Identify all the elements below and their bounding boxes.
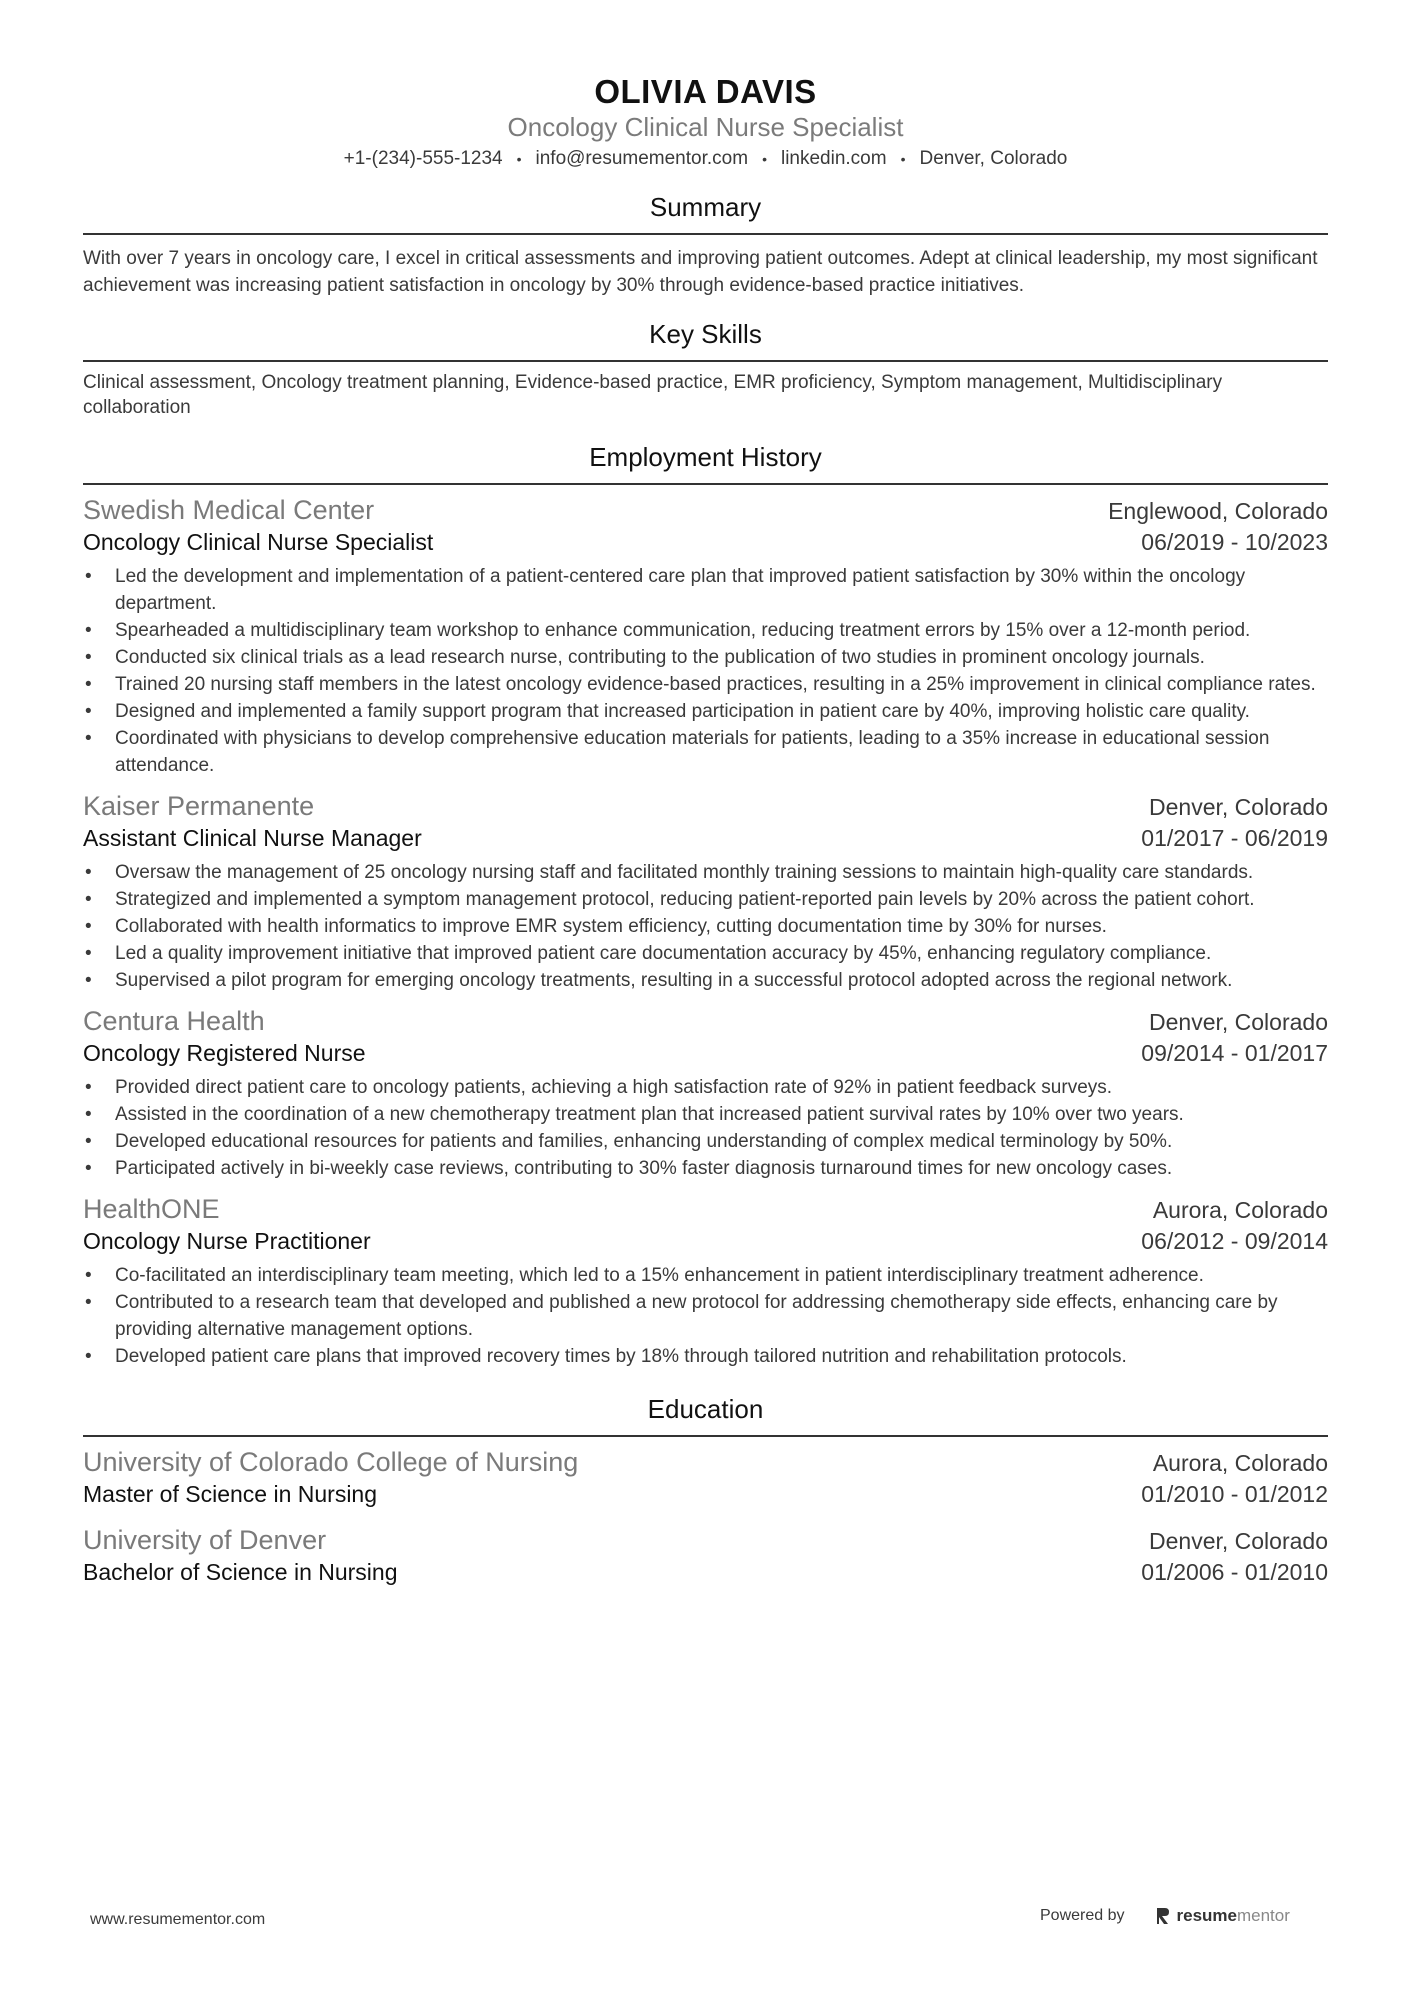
bullet-item: • Spearheaded a multidisciplinary team workshop to enhance communication, reducing treatment errors by 15% over a 12-month period.	[83, 617, 1328, 644]
school-location: Aurora, Colorado	[1152, 1450, 1328, 1477]
bullet-item: • Oversaw the management of 25 oncology nursing staff and facilitated monthly training sessions to maintain high-quality care standards.	[83, 859, 1328, 886]
section-divider	[83, 360, 1328, 362]
job-dates: 01/2017 - 06/2019	[1141, 825, 1328, 852]
section-divider	[83, 483, 1328, 485]
employer-name: HealthONE	[83, 1194, 220, 1225]
section-divider	[83, 1435, 1328, 1437]
school-name: University of Colorado College of Nursing	[83, 1447, 579, 1478]
job-dates: 06/2012 - 09/2014	[1141, 1228, 1328, 1255]
employer-name: Swedish Medical Center	[83, 495, 375, 526]
job-entry	[83, 789, 1328, 994]
bullet-item: • Led a quality improvement initiative that improved patient care documentation accuracy by 45%, enhancing regulatory compliance.	[83, 940, 1328, 967]
job-location: Aurora, Colorado	[1152, 1197, 1328, 1224]
bullet-item: • Strategized and implemented a symptom management protocol, reducing patient-reported pain levels by 20% across the patient cohort.	[83, 886, 1328, 913]
phone-number: +1-(234)-555-1234	[343, 148, 503, 170]
section-heading-employment: Employment History	[589, 442, 822, 473]
section-heading-summary: Summary	[649, 192, 762, 223]
footer-website-link[interactable]: www.resumementor.com	[90, 1911, 266, 1928]
job-entry	[83, 1192, 1328, 1370]
job-bullets	[83, 1262, 1328, 1370]
summary-section	[83, 190, 1328, 299]
employment-section	[83, 440, 1328, 1370]
job-role: Assistant Clinical Nurse Manager	[83, 825, 422, 852]
candidate-name: OLIVIA DAVIS	[594, 73, 817, 110]
education-entry	[83, 1445, 1328, 1509]
bullet-item: • Assisted in the coordination of a new chemotherapy treatment plan that increased patient survival rates by 10% over two years.	[83, 1101, 1328, 1128]
separator-dot: •	[762, 151, 767, 167]
contact-line	[83, 146, 1328, 172]
brand-logo[interactable]	[1155, 1906, 1290, 1926]
job-location: Denver, Colorado	[1149, 1009, 1328, 1036]
bullet-item: • Trained 20 nursing staff members in the latest oncology evidence-based practices, resulting in a 25% improvement in clinical compliance rates.	[83, 671, 1328, 698]
employer-name: Centura Health	[83, 1006, 265, 1037]
job-bullets	[83, 859, 1328, 994]
bullet-item: • Co-facilitated an interdisciplinary team meeting, which led to a 15% enhancement in patient interdisciplinary treatment adherence.	[83, 1262, 1328, 1289]
bullet-item: • Developed educational resources for patients and families, enhancing understanding of complex medical terminology by 50%.	[83, 1128, 1328, 1155]
skills-text: Clinical assessment, Oncology treatment planning, Evidence-based practice, EMR proficiency, Symptom management, Multidisciplinary collaboration	[83, 372, 1223, 419]
resumementor-logo-icon	[1155, 1906, 1171, 1926]
bullet-item: • Participated actively in bi-weekly case reviews, contributing to 30% faster diagnosis turnaround times for new oncology cases.	[83, 1155, 1328, 1182]
section-divider	[83, 233, 1328, 235]
job-location: Englewood, Colorado	[1108, 498, 1328, 525]
job-entry	[83, 1004, 1328, 1182]
job-bullets	[83, 563, 1328, 779]
bullet-item: • Supervised a pilot program for emerging oncology treatments, resulting in a successful protocol adopted across the regional network.	[83, 967, 1328, 994]
education-dates: 01/2006 - 01/2010	[1141, 1559, 1328, 1586]
bullet-item: • Led the development and implementation of a patient-centered care plan that improved patient satisfaction by 30% within the oncology department.	[83, 563, 1328, 617]
brand-name-bold: resume	[1176, 1906, 1237, 1925]
degree-name: Bachelor of Science in Nursing	[83, 1559, 398, 1586]
candidate-title: Oncology Clinical Nurse Specialist	[507, 112, 904, 142]
contact-location: Denver, Colorado	[919, 148, 1068, 170]
job-role: Oncology Nurse Practitioner	[83, 1228, 371, 1255]
bullet-item: • Provided direct patient care to oncology patients, achieving a high satisfaction rate of 92% in patient feedback surveys.	[83, 1074, 1328, 1101]
separator-dot: •	[516, 151, 522, 167]
school-name: University of Denver	[83, 1525, 327, 1556]
section-heading-skills: Key Skills	[649, 319, 762, 350]
job-entry	[83, 493, 1328, 779]
job-location: Denver, Colorado	[1149, 794, 1328, 821]
education-entry	[83, 1523, 1328, 1587]
skills-section	[83, 317, 1328, 420]
school-location: Denver, Colorado	[1149, 1528, 1328, 1555]
job-dates: 09/2014 - 01/2017	[1141, 1040, 1328, 1067]
employer-name: Kaiser Permanente	[83, 791, 315, 822]
bullet-item: • Contributed to a research team that developed and published a new protocol for addressing chemotherapy side effects, enhancing care by providing alternative management options.	[83, 1289, 1328, 1343]
education-section	[83, 1392, 1328, 1587]
bullet-item: • Designed and implemented a family support program that increased participation in patient care by 40%, improving holistic care quality.	[83, 698, 1328, 725]
degree-name: Master of Science in Nursing	[83, 1481, 378, 1508]
job-role: Oncology Registered Nurse	[83, 1040, 366, 1067]
job-role: Oncology Clinical Nurse Specialist	[83, 529, 434, 556]
bullet-item: • Developed patient care plans that improved recovery times by 18% through tailored nutrition and rehabilitation protocols.	[83, 1343, 1328, 1370]
separator-dot: •	[900, 151, 906, 167]
resume-page	[83, 72, 1328, 1587]
bullet-item: • Conducted six clinical trials as a lead research nurse, contributing to the publication of two studies in prominent oncology journals.	[83, 644, 1328, 671]
powered-by-label: Powered by	[1040, 1907, 1125, 1924]
job-bullets	[83, 1074, 1328, 1182]
bullet-item: • Collaborated with health informatics to improve EMR system efficiency, cutting documentation time by 30% for nurses.	[83, 913, 1328, 940]
bullet-item: • Coordinated with physicians to develop comprehensive education materials for patients, leading to a 35% increase in educational session attendance.	[83, 725, 1328, 779]
summary-text: With over 7 years in oncology care, I excel in critical assessments and improving patient outcomes. Adept at clinical leadership, my most significant achievement was increasing patient satisfaction in oncology by 30% through evidence-based practice initiatives.	[83, 248, 1318, 297]
brand-name-light: mentor	[1236, 1906, 1290, 1925]
job-dates: 06/2019 - 10/2023	[1141, 529, 1328, 556]
footer-branding	[1040, 1906, 1290, 1926]
education-dates: 01/2010 - 01/2012	[1141, 1481, 1328, 1508]
section-heading-education: Education	[647, 1394, 764, 1425]
email-link[interactable]: info@resumementor.com	[535, 148, 749, 170]
linkedin-link[interactable]: linkedin.com	[780, 148, 887, 170]
